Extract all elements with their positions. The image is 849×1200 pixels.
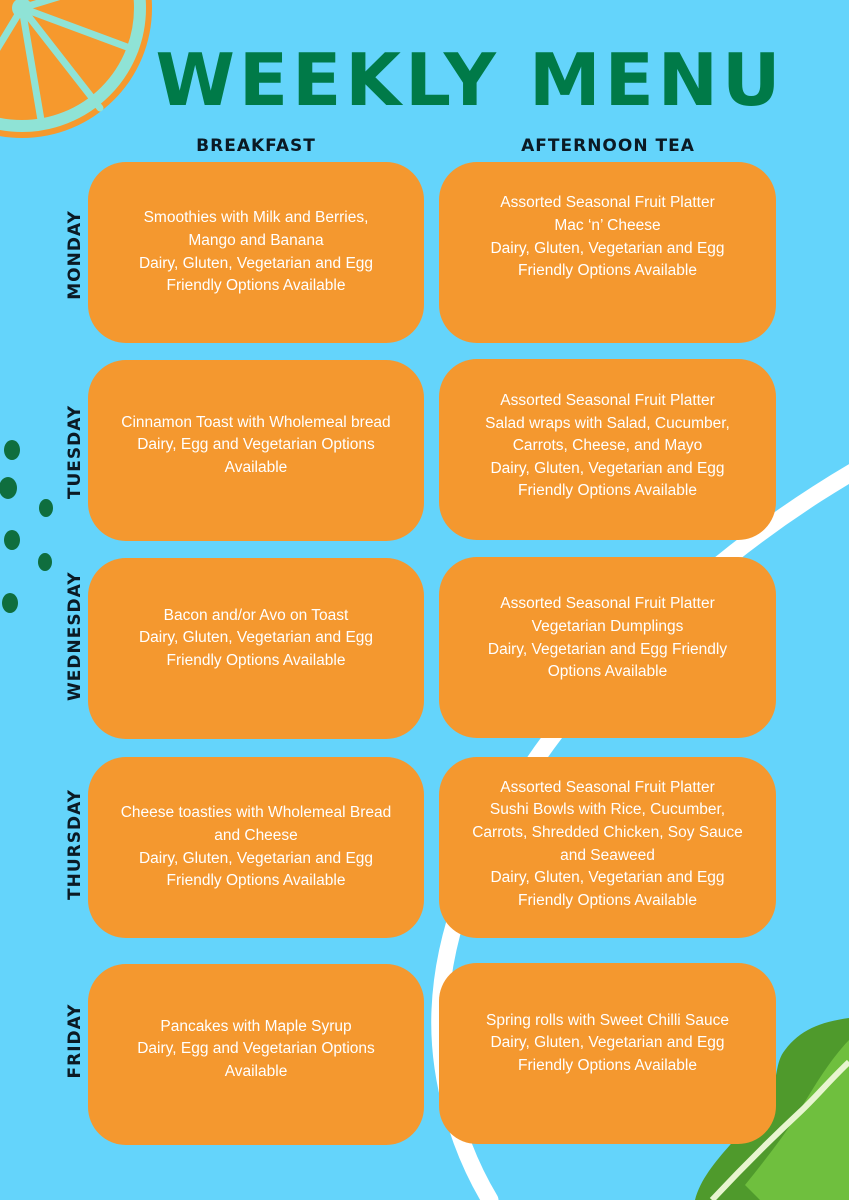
- breakfast-card-thursday: [88, 757, 424, 938]
- card-line: Cheese toasties with Wholemeal Bread: [120, 804, 392, 822]
- breakfast-card-tuesday: [88, 360, 424, 541]
- day-label-monday: MONDAY: [65, 210, 85, 300]
- card-line: Dairy, Gluten, Vegetarian and Egg: [490, 459, 725, 477]
- card-line: Assorted Seasonal Fruit Platter: [500, 778, 715, 796]
- card-line: Available: [224, 1062, 288, 1080]
- page-title: WEEKLY MENU: [155, 38, 785, 122]
- card-line: Vegetarian Dumplings: [531, 617, 684, 635]
- card-line: Dairy, Gluten, Vegetarian and Egg: [138, 849, 374, 867]
- card-line: Friendly Options Available: [518, 482, 697, 500]
- day-label-thursday: THURSDAY: [65, 789, 85, 900]
- card-line: Pancakes with Maple Syrup: [160, 1017, 352, 1035]
- card-line: Dairy, Gluten, Vegetarian and Egg: [490, 1034, 725, 1052]
- card-line: Smoothies with Milk and Berries,: [143, 209, 369, 227]
- card-line: Dairy, Egg and Vegetarian Options: [137, 436, 375, 454]
- card-line: Carrots, Cheese, and Mayo: [512, 437, 703, 455]
- orange-slice-icon: [0, 0, 152, 138]
- card-line: Assorted Seasonal Fruit Platter: [500, 595, 715, 613]
- afternoon-tea-card-monday: [439, 162, 776, 343]
- card-line: Friendly Options Available: [518, 262, 697, 280]
- card-line: Dairy, Egg and Vegetarian Options: [137, 1040, 375, 1058]
- card-line: Available: [224, 458, 288, 476]
- card-line: Cinnamon Toast with Wholemeal bread: [121, 413, 391, 431]
- card-line: Assorted Seasonal Fruit Platter: [500, 392, 715, 410]
- card-line: Dairy, Gluten, Vegetarian and Egg: [490, 869, 725, 887]
- card-line: Carrots, Shredded Chicken, Soy Sauce: [472, 823, 743, 841]
- afternoon-tea-card-wednesday: [439, 557, 776, 738]
- card-line: Dairy, Vegetarian and Egg Friendly: [487, 640, 728, 658]
- card-line: Spring rolls with Sweet Chilli Sauce: [486, 1011, 729, 1029]
- card-line: Friendly Options Available: [166, 651, 346, 669]
- afternoon-tea-card-friday: [439, 963, 776, 1144]
- day-label-tuesday: TUESDAY: [65, 404, 85, 500]
- breakfast-column-header: BREAKFAST: [196, 136, 316, 156]
- card-line: and Seaweed: [560, 846, 655, 864]
- card-line: and Cheese: [214, 826, 298, 844]
- afternoon-tea-card-tuesday: [439, 359, 776, 540]
- card-line: Salad wraps with Salad, Cucumber,: [485, 414, 730, 432]
- breakfast-card-monday: [88, 162, 424, 343]
- card-line: Dairy, Gluten, Vegetarian and Egg: [490, 239, 725, 257]
- breakfast-card-friday: [88, 964, 424, 1145]
- card-line: Friendly Options Available: [166, 277, 346, 295]
- green-dots-icon: [0, 440, 53, 613]
- card-line: Friendly Options Available: [166, 872, 346, 890]
- day-label-wednesday: WEDNESDAY: [65, 571, 85, 701]
- card-line: Bacon and/or Avo on Toast: [163, 606, 349, 624]
- card-line: Mac ‘n’ Cheese: [554, 216, 661, 234]
- card-line: Assorted Seasonal Fruit Platter: [500, 194, 715, 212]
- card-line: Friendly Options Available: [518, 891, 697, 909]
- card-line: Dairy, Gluten, Vegetarian and Egg: [138, 254, 374, 272]
- card-line: Mango and Banana: [188, 231, 324, 249]
- day-label-friday: FRIDAY: [65, 1003, 85, 1079]
- afternoon-tea-column-header: AFTERNOON TEA: [521, 136, 695, 156]
- breakfast-card-wednesday: [88, 558, 424, 739]
- card-line: Dairy, Gluten, Vegetarian and Egg: [138, 629, 374, 647]
- afternoon-tea-card-thursday: [439, 757, 776, 938]
- card-line: Options Available: [547, 663, 668, 681]
- card-line: Friendly Options Available: [518, 1056, 697, 1074]
- card-line: Sushi Bowls with Rice, Cucumber,: [489, 801, 726, 819]
